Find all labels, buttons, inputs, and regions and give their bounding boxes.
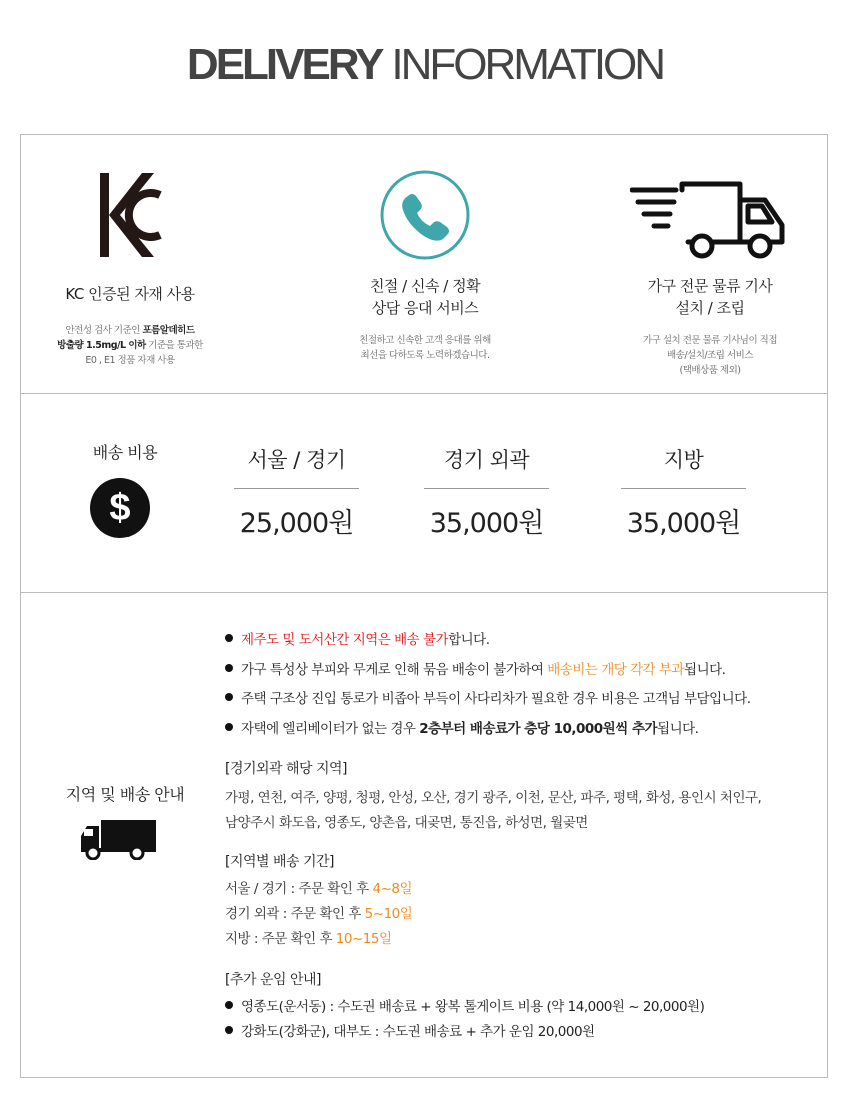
period-prefix: 서울 / 경기 : 주문 확인 후 bbox=[225, 881, 373, 897]
desc-text: 기준을 통과한 E0 , E1 정품 자재 사용 bbox=[85, 340, 203, 366]
region-price: 35,000원 bbox=[429, 508, 544, 539]
notice-highlight: 배송비는 개당 각각 부과 bbox=[547, 661, 685, 678]
notice-item bbox=[225, 685, 825, 715]
feature-delivery bbox=[580, 165, 840, 378]
bullet-icon bbox=[225, 634, 233, 642]
period-days: 5~10일 bbox=[364, 906, 413, 922]
feature-title bbox=[0, 283, 260, 305]
period-line bbox=[225, 902, 825, 927]
outskirts-line: 남양주시 화도읍, 영종도, 양촌읍, 대곶면, 통진읍, 하성면, 월곶면 bbox=[225, 815, 588, 831]
extra-fee-text: 강화도(강화군), 대부도 : 수도권 배송료 + 추가 운임 20,000원 bbox=[241, 1024, 595, 1040]
feature-kc bbox=[0, 165, 260, 368]
outskirts-section bbox=[225, 758, 825, 836]
region-provinces bbox=[621, 444, 746, 540]
area-guide-label: 지역 및 배송 안내 bbox=[65, 785, 185, 804]
feature-desc: 친절하고 신속한 고객 응대를 위해 최선을 다하도록 노력하겠습니다. bbox=[359, 335, 491, 361]
notice-text: 주택 구조상 진입 통로가 비좁아 부득이 사다리차가 필요한 경우 비용은 고객님 부담입니다. bbox=[241, 691, 751, 707]
divider bbox=[20, 592, 828, 593]
delivery-truck-icon bbox=[580, 165, 840, 265]
feature-title-line: 친절 / 신속 / 정확 bbox=[369, 277, 481, 295]
desc-text: 안전성 검사 기준인 bbox=[65, 325, 143, 336]
period-section bbox=[225, 851, 825, 952]
region-seoul bbox=[234, 444, 359, 540]
period-days: 4~8일 bbox=[372, 881, 413, 897]
truck-icon bbox=[79, 818, 157, 864]
feature-service bbox=[295, 165, 555, 363]
outskirts-line: 가평, 연천, 여주, 양평, 청평, 안성, 오산, 경기 광주, 이천, 문산, 파주, 평택, 화성, 용인시 처인구, bbox=[225, 790, 762, 806]
notice-item bbox=[225, 715, 825, 745]
bullet-icon bbox=[225, 664, 233, 672]
bullet-icon bbox=[225, 693, 233, 701]
feature-title-line: KC 인증된 자재 사용 bbox=[65, 285, 195, 303]
section-heading: [추가 운임 안내] bbox=[225, 972, 321, 988]
notice-text: 됩니다. bbox=[684, 661, 726, 678]
extra-fee-section bbox=[225, 969, 825, 1045]
region-price: 25,000원 bbox=[239, 508, 354, 539]
title-bold: DELIVERY bbox=[186, 40, 382, 89]
region-outskirts bbox=[424, 444, 549, 540]
feature-title-line: 상담 응대 서비스 bbox=[371, 299, 479, 317]
region-name: 경기 외곽 bbox=[424, 444, 549, 489]
period-line bbox=[225, 877, 825, 902]
feature-title-line: 설치 / 조립 bbox=[675, 299, 745, 317]
notice-item bbox=[225, 656, 825, 686]
extra-fee-item bbox=[225, 995, 825, 1020]
period-prefix: 경기 외곽 : 주문 확인 후 bbox=[225, 906, 365, 922]
notice-highlight: 제주도 및 도서산간 지역은 배송 불가 bbox=[241, 632, 449, 648]
bullet-icon bbox=[225, 723, 233, 731]
notice-list bbox=[225, 626, 825, 744]
extra-fee-text: 영종도(운서동) : 수도권 배송료 + 왕복 톨게이트 비용 (약 14,000원 ~ 20,000원) bbox=[241, 999, 705, 1015]
dollar-icon: $ bbox=[90, 478, 150, 538]
period-prefix: 지방 : 주문 확인 후 bbox=[225, 931, 336, 947]
region-price: 35,000원 bbox=[626, 508, 741, 539]
feature-title bbox=[580, 275, 840, 319]
title-light: INFORMATION bbox=[391, 40, 664, 89]
feature-title bbox=[295, 275, 555, 319]
shipping-cost-label: 배송 비용 bbox=[92, 443, 158, 462]
period-days: 10~15일 bbox=[335, 931, 392, 947]
notice-text: 자택에 엘리베이터가 없는 경우 bbox=[241, 720, 420, 737]
section-heading: [지역별 배송 기간] bbox=[225, 854, 334, 870]
notice-item bbox=[225, 626, 825, 656]
page-title bbox=[0, 40, 850, 90]
kc-certification-icon bbox=[0, 165, 260, 265]
feature-title-line: 가구 전문 물류 기사 bbox=[647, 277, 773, 295]
desc-bold: 방출량 1.5mg/L 이하 bbox=[57, 340, 146, 351]
section-heading: [경기외곽 해당 지역] bbox=[225, 761, 348, 777]
desc-bold: 포름알데히드 bbox=[142, 325, 195, 336]
extra-fee-item bbox=[225, 1020, 825, 1045]
region-name: 서울 / 경기 bbox=[234, 444, 359, 489]
bullet-icon bbox=[225, 1026, 233, 1034]
feature-desc: 가구 설치 전문 물류 기사님이 직접 배송/설치/조립 서비스 (택배상품 제외) bbox=[642, 335, 778, 376]
feature-desc bbox=[0, 323, 260, 368]
notice-bold: 2층부터 배송료가 층당 10,000원씩 추가 bbox=[419, 720, 658, 737]
divider bbox=[20, 393, 828, 394]
bullet-icon bbox=[225, 1001, 233, 1009]
phone-icon bbox=[295, 165, 555, 265]
notice-text: 합니다. bbox=[448, 632, 490, 648]
notice-text: 됩니다. bbox=[657, 720, 699, 737]
notice-text: 가구 특성상 부피와 무게로 인해 묶음 배송이 불가하여 bbox=[241, 661, 548, 678]
region-name: 지방 bbox=[621, 444, 746, 489]
period-line bbox=[225, 927, 825, 952]
